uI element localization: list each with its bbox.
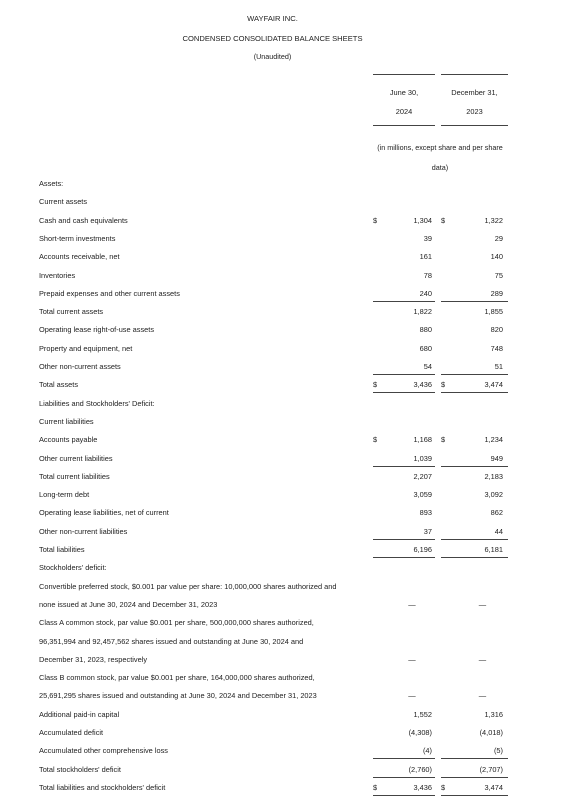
value-june-2024: 3,436 [413, 782, 432, 792]
row-label: Prepaid expenses and other current assets [39, 288, 180, 298]
total-rule [441, 374, 508, 375]
table-row [0, 232, 572, 250]
table-row [0, 177, 572, 195]
table-row [0, 250, 572, 268]
row-label: Other non-current liabilities [39, 526, 128, 536]
row-label: Other current liabilities [39, 453, 113, 463]
value-june-2024: 1,039 [413, 453, 432, 463]
row-label: Short-term investments [39, 233, 116, 243]
total-rule [441, 539, 508, 540]
table-row [0, 635, 572, 653]
value-december-2023: 6,181 [484, 545, 503, 554]
value-june-2024: 78 [423, 270, 432, 280]
table-row [0, 689, 572, 707]
total-rule [373, 539, 435, 540]
row-label: Current assets [39, 197, 88, 207]
value-june-2024: (4,308) [408, 728, 432, 737]
value-june-2024: 680 [419, 343, 432, 353]
table-row [0, 708, 572, 726]
value-june-2024: 1,552 [413, 709, 432, 719]
table-row [0, 360, 572, 378]
value-december-2023: 75 [494, 270, 503, 280]
value-june-2024: 880 [419, 325, 432, 335]
currency-symbol: $ [373, 215, 378, 225]
value-december-2023: 3,474 [484, 380, 503, 390]
currency-symbol: $ [441, 380, 446, 390]
total-rule [441, 557, 508, 558]
table-row [0, 397, 572, 415]
table-row [0, 195, 572, 213]
row-label: Class B common stock, par value $0.001 per share, 164,000,000 shares authorized, [39, 673, 315, 683]
currency-symbol: $ [373, 435, 378, 445]
value-june-2024: 1,304 [413, 215, 432, 225]
row-label: Long-term debt [39, 490, 90, 500]
value-june-2024: 3,059 [413, 490, 432, 500]
value-december-2023: 1,234 [484, 435, 503, 445]
total-rule [441, 392, 508, 393]
total-rule [373, 557, 435, 558]
currency-symbol: $ [441, 215, 446, 225]
value-december-2023: 862 [490, 508, 503, 518]
column-header-december-line1: December 31, [451, 88, 498, 97]
value-june-2024: 39 [423, 233, 432, 243]
value-december-2023: 1,322 [484, 215, 503, 225]
total-rule [441, 777, 508, 778]
value-june-2024: — [408, 654, 416, 664]
value-december-2023: 29 [494, 233, 503, 243]
value-december-2023: 1,316 [484, 709, 503, 719]
table-row [0, 488, 572, 506]
row-label: Operating lease liabilities, net of current [39, 508, 169, 518]
row-label: Total liabilities and stockholders' deficit [39, 782, 166, 792]
value-june-2024: 1,168 [413, 435, 432, 445]
row-label: Stockholders' deficit: [39, 563, 107, 573]
value-december-2023: — [478, 691, 487, 701]
total-rule [441, 466, 508, 467]
value-june-2024: 161 [419, 252, 432, 262]
value-june-2024: — [408, 691, 416, 701]
column-header-june-line2: 2024 [395, 107, 413, 116]
currency-symbol: $ [373, 380, 378, 390]
value-december-2023: (2,707) [479, 764, 503, 774]
table-row [0, 269, 572, 287]
column-header-top-rule [441, 74, 508, 75]
currency-symbol: $ [441, 435, 446, 445]
total-rule [373, 758, 435, 759]
value-december-2023: 3,474 [484, 782, 503, 792]
value-june-2024: — [408, 599, 416, 609]
table-row [0, 287, 572, 305]
row-label: Total current liabilities [39, 471, 110, 481]
row-label: Accounts payable [39, 435, 98, 445]
value-june-2024: 2,207 [413, 471, 432, 481]
value-june-2024: (4) [422, 746, 432, 756]
row-label: Accumulated deficit [39, 728, 104, 737]
value-december-2023: — [478, 599, 487, 609]
row-label: Accounts receivable, net [39, 252, 120, 262]
column-header-bottom-rule [373, 125, 435, 126]
currency-symbol: $ [373, 782, 378, 792]
table-row [0, 561, 572, 579]
table-row [0, 452, 572, 470]
row-label: none issued at June 30, 2024 and December 31, 2023 [39, 599, 218, 609]
statement-subtitle: (Unaudited) [253, 52, 292, 61]
total-rule [373, 374, 435, 375]
row-label: Class A common stock, par value $0.001 per share, 500,000,000 shares authorized, [39, 618, 314, 628]
value-december-2023: 748 [490, 343, 503, 353]
column-header-top-rule [373, 74, 435, 75]
table-row [0, 653, 572, 671]
value-december-2023: 140 [490, 252, 503, 262]
value-june-2024: 893 [419, 508, 432, 518]
value-december-2023: 44 [494, 526, 503, 536]
column-header-june-line1: June 30, [389, 88, 419, 97]
table-row [0, 433, 572, 451]
value-june-2024: (2,760) [408, 764, 432, 774]
row-label: Additional paid-in capital [39, 709, 120, 719]
value-june-2024: 54 [423, 362, 432, 371]
table-row [0, 744, 572, 762]
value-december-2023: 1,855 [484, 307, 503, 317]
row-label: Liabilities and Stockholders' Deficit: [39, 398, 155, 408]
value-december-2023: 51 [494, 362, 503, 371]
table-row [0, 470, 572, 488]
table-row [0, 543, 572, 561]
total-rule [373, 466, 435, 467]
table-row [0, 580, 572, 598]
total-rule [441, 795, 508, 796]
row-label: Total liabilities [39, 545, 85, 554]
table-row [0, 378, 572, 396]
value-december-2023: 2,183 [484, 471, 503, 481]
row-label: Assets: [39, 179, 64, 188]
row-label: Other non-current assets [39, 362, 121, 371]
value-june-2024: 240 [419, 288, 432, 298]
table-row [0, 671, 572, 689]
column-header-bottom-rule [441, 125, 508, 126]
currency-symbol: $ [441, 782, 446, 792]
table-row [0, 525, 572, 543]
value-december-2023: 289 [490, 288, 503, 298]
row-label: Total assets [39, 380, 79, 390]
value-june-2024: 6,196 [413, 545, 432, 554]
row-label: Total stockholders' deficit [39, 764, 121, 774]
total-rule [373, 795, 435, 796]
row-label: 25,691,295 shares issued and outstanding at June 30, 2024 and December 31, 2023 [39, 691, 317, 701]
table-row [0, 781, 572, 799]
value-december-2023: — [478, 654, 487, 664]
row-label: Operating lease right-of-use assets [39, 325, 155, 335]
table-row [0, 305, 572, 323]
total-rule [441, 301, 508, 302]
total-rule [373, 777, 435, 778]
value-june-2024: 3,436 [413, 380, 432, 390]
value-december-2023: 820 [490, 325, 503, 335]
table-row [0, 726, 572, 744]
row-label: Total current assets [39, 307, 104, 317]
table-row [0, 763, 572, 781]
row-label: 96,351,994 and 92,457,562 shares issued and outstanding at June 30, 2024 and [39, 636, 304, 646]
value-december-2023: (4,018) [479, 728, 503, 737]
company-name: WAYFAIR INC. [247, 14, 298, 23]
total-rule [441, 758, 508, 759]
table-row [0, 415, 572, 433]
table-row [0, 598, 572, 616]
value-december-2023: (5) [493, 746, 503, 756]
row-label: December 31, 2023, respectively [39, 654, 148, 664]
units-note: (in millions, except share and per share data) [377, 143, 503, 172]
value-december-2023: 949 [490, 453, 503, 463]
table-row [0, 616, 572, 634]
total-rule [373, 301, 435, 302]
row-label: Cash and cash equivalents [39, 215, 128, 225]
row-label: Inventories [39, 270, 76, 280]
total-rule [373, 392, 435, 393]
value-june-2024: 1,822 [413, 307, 432, 317]
statement-title: CONDENSED CONSOLIDATED BALANCE SHEETS [182, 34, 363, 43]
value-june-2024: 37 [423, 526, 432, 536]
table-row [0, 214, 572, 232]
row-label: Convertible preferred stock, $0.001 par value per share: 10,000,000 shares authorized and [39, 581, 337, 591]
row-label: Current liabilities [39, 416, 94, 426]
row-label: Accumulated other comprehensive loss [39, 746, 168, 756]
row-label: Property and equipment, net [39, 343, 133, 353]
value-december-2023: 3,092 [484, 490, 503, 500]
column-header-december-line2: 2023 [466, 107, 483, 116]
table-row [0, 323, 572, 341]
table-row [0, 342, 572, 360]
table-row [0, 506, 572, 524]
